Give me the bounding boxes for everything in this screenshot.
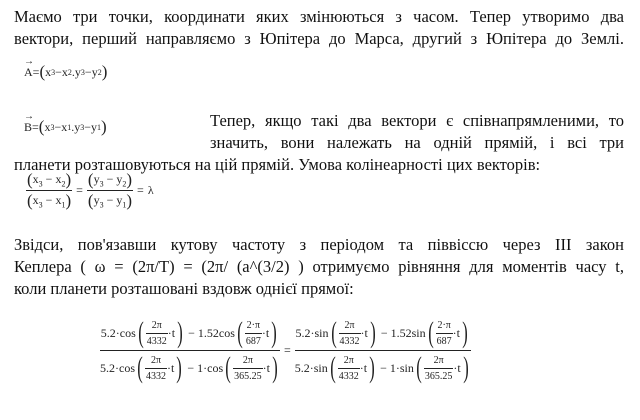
paragraph-intro-line-2: вектори, перший направляємо з Юпітера до Марса, другий з Юпітера до Землі. [14,29,624,48]
left-fraction: 5.2 · cos ( $\frac{2\pi}{4332}$ ·t ) − 1.52 cos ( $\frac{2\cdot\pi}{687}$ ·t ) 5.2 · cos ( $\frac{2\pi}{4332}$ ·t ) − 1 · cos ( $\frac{2\pi}{365.25}$ ·t ) [100,318,280,383]
collinearity-equation: $\frac{(x_3 - x_2)}{(x_3 - x_1)}$ = $\frac{(y_3 - y_2)}{(y_3 - y_1)}$ = λ [27,170,154,210]
paragraph-3-line-2: Кеплера ( ω = (2π/T) = (2π/ (a^(3/2) ) отримуємо рівняння для моментів часу t, [14,257,624,276]
lambda-symbol: λ [147,183,154,197]
ratio-x: $\frac{(x_3 - x_2)}{(x_3 - x_1)}$ [27,170,72,210]
paragraph-3-line-3: коли планети розташовані вздовж однієї прямої: [14,279,354,298]
paragraph-kepler [14,234,624,300]
vector-b-name: → B [24,110,34,134]
ratio-y: $\frac{(y_3 - y_2)}{(y_3 - y_1)}$ [87,170,133,210]
paragraph-3-line-1: Звідси, пов'язавши кутову частоту з періодом та піввіссю через III закон [14,235,624,254]
paragraph-intro [14,6,624,50]
vector-a-name: → A [24,55,34,79]
vector-a-formula: → A = ( x 3 − x 2 . y 3 − y 2 ) [24,55,108,81]
paragraph-collinear-intro [210,110,624,154]
final-equation: 5.2 · cos ( $\frac{2\pi}{4332}$ ·t ) − 1.52 cos ( $\frac{2\cdot\pi}{687}$ ·t ) 5.2 · cos ( $\frac{2\pi}{4332}$ ·t ) − 1 · cos ( $\frac{2\pi}{365.25}$ ·t ) = 5.2 · sin ( $\frac{2\pi}{4332}$ ·t ) − 1.52 sin ( $\frac{2\cdot\pi}{687}$ ·t ) 5.2 · sin ( $\frac{2\pi}{4332}$ ·t ) − 1 · sin ( $\frac{2\pi}{365.25}$ ·t ) [100,318,471,383]
right-fraction: 5.2 · sin ( $\frac{2\pi}{4332}$ ·t ) − 1.52 sin ( $\frac{2\cdot\pi}{687}$ ·t ) 5.2 · sin ( $\frac{2\pi}{4332}$ ·t ) − 1 · sin ( $\frac{2\pi}{365.25}$ ·t ) [295,318,471,383]
paragraph-2-line-2: значить, вони належать на одній прямій, і всі три [210,133,624,152]
paragraph-2-line-1: Тепер, якщо такі два вектори є співнапрямленими, то [210,111,624,130]
paragraph-intro-line-1: Маємо три точки, координати яких змінюються з часом. Тепер утворимо два [14,7,624,26]
paragraph-2-line-3: планети розташовуються на цій прямій. Умова колінеарності цих векторів: [14,155,541,174]
vector-b-formula: → B = ( x 3 − x 1 . y 3 − y 1 ) [24,110,107,136]
